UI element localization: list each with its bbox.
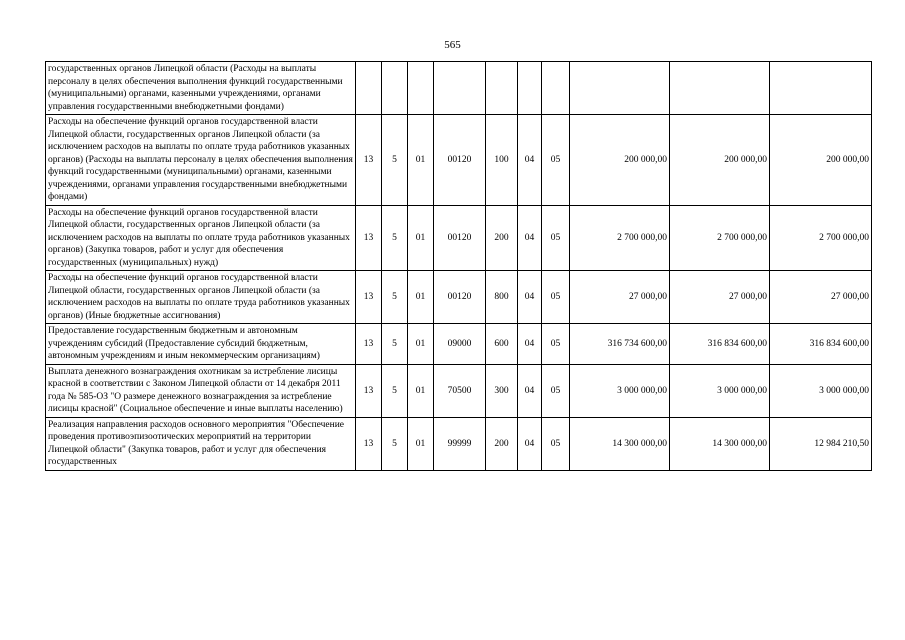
subprogram-code: 5	[382, 115, 408, 206]
section-code: 04	[518, 205, 542, 271]
table-row	[46, 115, 872, 206]
table-row	[46, 62, 872, 115]
section-code: 04	[518, 417, 542, 470]
expense-type-code: 200	[486, 205, 518, 271]
amount-year-3: 2 700 000,00	[770, 205, 872, 271]
amount-year-1: 3 000 000,00	[570, 364, 670, 417]
amount-year-2: 27 000,00	[670, 271, 770, 324]
row-description: государственных органов Липецкой области (Расходы на выплаты персоналу в целях обеспечения выполнения функций государственными (муниципальными) органами, казенными учреждениями, органами управления государственными внебюджетными фондами)	[46, 62, 356, 115]
subprogram-code	[382, 62, 408, 115]
direction-code: 00120	[434, 115, 486, 206]
expense-type-code: 600	[486, 324, 518, 365]
amount-year-2: 316 834 600,00	[670, 324, 770, 365]
row-description: Реализация направления расходов основного мероприятия "Обеспечение проведения противоэпизоотических мероприятий на территории Липецкой области" (Закупка товаров, работ и услуг для обеспечения государственных	[46, 417, 356, 470]
row-description: Предоставление государственным бюджетным и автономным учреждениям субсидий (Предоставление субсидий бюджетным, автономным учреждениям и иным некоммерческим организациям)	[46, 324, 356, 365]
amount-year-1: 14 300 000,00	[570, 417, 670, 470]
direction-code: 00120	[434, 271, 486, 324]
section-code: 04	[518, 271, 542, 324]
program-code	[356, 62, 382, 115]
table-row	[46, 271, 872, 324]
expense-type-code: 200	[486, 417, 518, 470]
amount-year-2: 14 300 000,00	[670, 417, 770, 470]
section-code: 04	[518, 364, 542, 417]
amount-year-1	[570, 62, 670, 115]
program-code: 13	[356, 324, 382, 365]
program-code: 13	[356, 364, 382, 417]
subprogram-code: 5	[382, 364, 408, 417]
event-code	[408, 62, 434, 115]
amount-year-3: 27 000,00	[770, 271, 872, 324]
amount-year-2: 200 000,00	[670, 115, 770, 206]
subsection-code: 05	[542, 417, 570, 470]
program-code: 13	[356, 271, 382, 324]
amount-year-1: 2 700 000,00	[570, 205, 670, 271]
program-code: 13	[356, 115, 382, 206]
direction-code: 00120	[434, 205, 486, 271]
direction-code: 09000	[434, 324, 486, 365]
direction-code	[434, 62, 486, 115]
amount-year-1: 27 000,00	[570, 271, 670, 324]
row-description: Расходы на обеспечение функций органов государственной власти Липецкой области, государственных органов Липецкой области (за исключением расходов на выплаты по оплате труда работников указанных органов) (Иные бюджетные ассигнования)	[46, 271, 356, 324]
subsection-code: 05	[542, 271, 570, 324]
event-code: 01	[408, 271, 434, 324]
program-code: 13	[356, 417, 382, 470]
subsection-code: 05	[542, 115, 570, 206]
row-description: Выплата денежного вознаграждения охотникам за истребление лисицы красной в соответствии с Законом Липецкой области от 14 декабря 2011 года № 585-ОЗ "О размере денежного вознаграждения за истребление лисицы красной" (Социальное обеспечение и иные выплаты населению)	[46, 364, 356, 417]
event-code: 01	[408, 324, 434, 365]
subsection-code	[542, 62, 570, 115]
amount-year-1: 316 734 600,00	[570, 324, 670, 365]
subprogram-code: 5	[382, 324, 408, 365]
budget-table	[45, 61, 872, 471]
event-code: 01	[408, 364, 434, 417]
event-code: 01	[408, 115, 434, 206]
page-number: 565	[444, 39, 461, 51]
amount-year-2	[670, 62, 770, 115]
event-code: 01	[408, 417, 434, 470]
direction-code: 70500	[434, 364, 486, 417]
subprogram-code: 5	[382, 271, 408, 324]
section-code: 04	[518, 115, 542, 206]
expense-type-code: 100	[486, 115, 518, 206]
table-body	[46, 62, 872, 471]
table-row	[46, 205, 872, 271]
row-description: Расходы на обеспечение функций органов государственной власти Липецкой области, государственных органов Липецкой области (за исключением расходов на выплаты по оплате труда работников указанных органов) (Расходы на выплаты персоналу в целях обеспечения выполнения функций государственными (муниципальными) органами, казенными учреждениями, органами управления государственными внебюджетными фондами)	[46, 115, 356, 206]
amount-year-3: 3 000 000,00	[770, 364, 872, 417]
amount-year-1: 200 000,00	[570, 115, 670, 206]
section-code: 04	[518, 324, 542, 365]
expense-type-code: 300	[486, 364, 518, 417]
expense-type-code	[486, 62, 518, 115]
event-code: 01	[408, 205, 434, 271]
table-row	[46, 364, 872, 417]
amount-year-3	[770, 62, 872, 115]
amount-year-3: 12 984 210,50	[770, 417, 872, 470]
amount-year-3: 200 000,00	[770, 115, 872, 206]
subsection-code: 05	[542, 205, 570, 271]
subprogram-code: 5	[382, 417, 408, 470]
program-code: 13	[356, 205, 382, 271]
table-row	[46, 324, 872, 365]
table-row	[46, 417, 872, 470]
subsection-code: 05	[542, 324, 570, 365]
amount-year-2: 2 700 000,00	[670, 205, 770, 271]
amount-year-2: 3 000 000,00	[670, 364, 770, 417]
section-code	[518, 62, 542, 115]
subprogram-code: 5	[382, 205, 408, 271]
expense-type-code: 800	[486, 271, 518, 324]
subsection-code: 05	[542, 364, 570, 417]
row-description: Расходы на обеспечение функций органов государственной власти Липецкой области, государственных органов Липецкой области (за исключением расходов на выплаты по оплате труда работников указанных органов) (Закупка товаров, работ и услуг для обеспечения государственных (муниципальных) нужд)	[46, 205, 356, 271]
direction-code: 99999	[434, 417, 486, 470]
amount-year-3: 316 834 600,00	[770, 324, 872, 365]
